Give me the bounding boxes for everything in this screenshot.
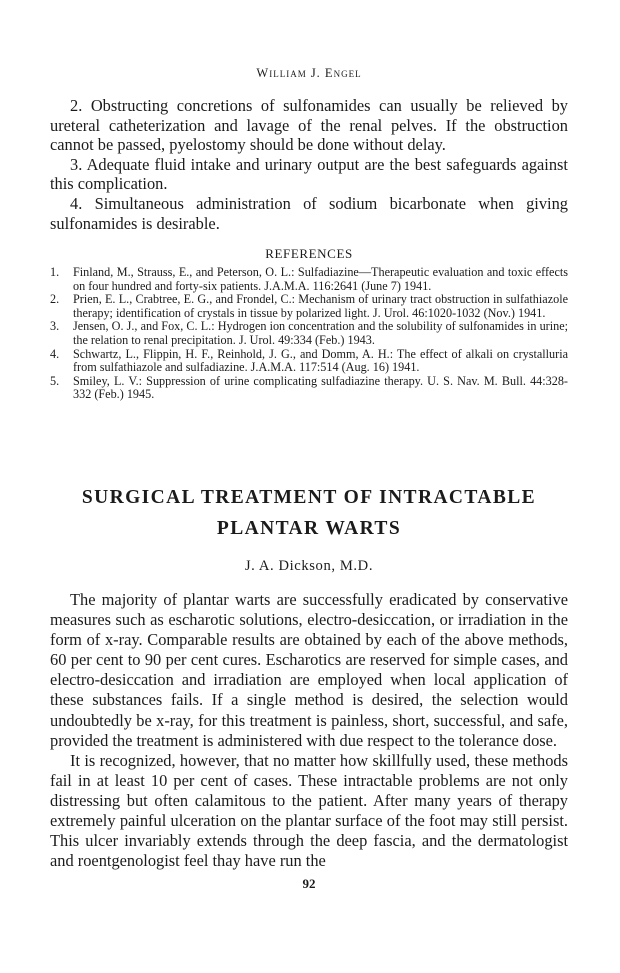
reference-number: 5. (50, 373, 60, 388)
reference-text: Prien, E. L., Crabtree, E. G., and Frondel, C.: Mechanism of urinary tract obstruction in sulfathiazole therapy; identification of crystals in tissue by polarized light. J. Urol. 46:1020-1032 (Nov.) 1941. (73, 292, 568, 320)
reference-number: 1. (50, 265, 60, 279)
article-title-line: SURGICAL TREATMENT OF INTRACTABLE (81, 487, 537, 508)
reference-text: Schwartz, L., Flippin, H. F., Reinhold, J. G., and Domm, A. H.: The effect of alkali on crystalluria from sulfathiazole and sulfadiazine. J.A.M.A. 117:514 (Aug. 16) 1941. (73, 346, 568, 375)
article-author: J. A. Dickson, M.D. (244, 558, 374, 574)
reference-number: 2. (50, 292, 60, 307)
running-head: William J. Engel (256, 66, 362, 80)
reference-item (50, 266, 568, 293)
page-number: 92 (302, 876, 316, 891)
reference-item (50, 320, 568, 347)
reference-text: Smiley, L. V.: Suppression of urine complicating sulfadiazine therapy. U. S. Nav. M. Bull. 44:328-332 (Feb.) 1945. (73, 373, 568, 402)
reference-item (50, 348, 568, 375)
body-paragraph: The majority of plantar warts are successfully eradicated by conservative measures such as escharotic solutions, electro-desiccation, or irradiation in the form of x-ray. Comparable results are obtained by each of the above methods, 60 per cent to 90 per cent cures. Escharotics are reserved for simple cases, and electro-desiccation and irradiation are employed when local application of these substances fails. If a single method is desired, the selection would undoubtedly be x-ray, for this treatment is painless, short, successful, and safe, provided the treatment is administered with due respect to the tolerance dose. (50, 590, 568, 750)
reference-item (50, 293, 568, 320)
reference-text: Finland, M., Strauss, E., and Peterson, O. L.: Sulfadiazine—Therapeutic evaluation and toxic effects on four hundred and forty-six patients. J.A.M.A. 116:2641 (June 7) 1941. (73, 265, 568, 293)
article-title (50, 482, 568, 544)
references-heading: REFERENCES (265, 246, 353, 261)
reference-number: 3. (50, 319, 60, 334)
references-list (50, 266, 568, 402)
body-paragraph: It is recognized, however, that no matter how skillfully used, these methods fail in at least 10 per cent of cases. These intractable problems are not only distressing but often calamitous to the patient. After many years of therapy extremely painful ulceration on the plantar surface of the foot may still persist. This ulcer invariably extends through the deep fascia, and the dermatologist and roentgenologist feel thay have run the (50, 750, 568, 871)
conclusion-paragraph: 3. Adequate fluid intake and urinary output are the best safeguards against this complication. (50, 154, 568, 194)
reference-number: 4. (50, 346, 60, 361)
reference-text: Jensen, O. J., and Fox, C. L.: Hydrogen ion concentration and the solubility of sulfonamides in urine; the relation to renal precipitation. J. Urol. 49:334 (Feb.) 1943. (73, 319, 568, 347)
article-body (50, 590, 568, 871)
conclusion-paragraph: 2. Obstructing concretions of sulfonamides can usually be relieved by ureteral catheterization and lavage of the renal pelves. If the obstruction cannot be passed, pyelostomy should be done without delay. (50, 96, 568, 155)
conclusion-paragraph: 4. Simultaneous administration of sodium bicarbonate when giving sulfonamides is desirable. (50, 193, 568, 233)
conclusions-block (50, 96, 568, 233)
reference-item (50, 375, 568, 402)
article-title-line: PLANTAR WARTS (216, 518, 402, 539)
journal-page (50, 0, 568, 973)
